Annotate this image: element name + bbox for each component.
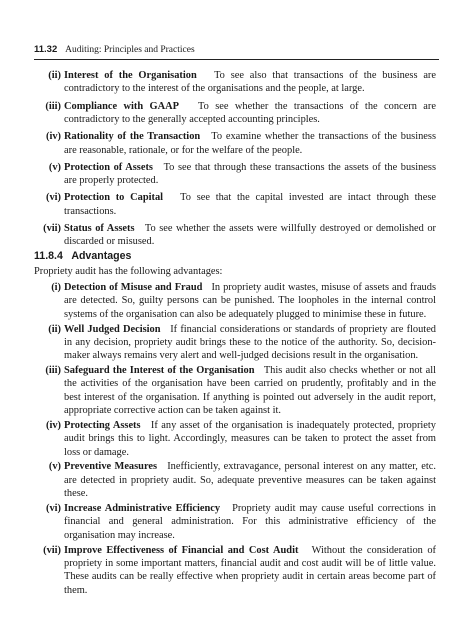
item-title: Interest of the Organisation bbox=[64, 70, 197, 81]
list-item bbox=[34, 544, 436, 598]
item-title: Preventive Measures bbox=[64, 461, 158, 473]
list-item bbox=[34, 222, 436, 249]
item-marker: (vii) bbox=[43, 223, 61, 235]
item-text: In propriety audit wastes, misuse of assets and frauds are detected. So, guilty persons can be punished. The loopholes in the internal control systems of the organisation can also be adequately plugged to minimise these in future. bbox=[64, 282, 436, 320]
list-item bbox=[34, 364, 436, 418]
item-text: Propriety audit may cause useful corrections in financial and general administration. For this administrative efficiency of the organisation may increase. bbox=[64, 502, 436, 541]
objectives-list bbox=[34, 69, 436, 253]
page-number: 11.32 bbox=[34, 44, 58, 55]
item-title: Safeguard the Interest of the Organisation bbox=[64, 365, 255, 377]
item-title: Status of Assets bbox=[64, 223, 135, 235]
item-marker: (iv) bbox=[45, 131, 61, 143]
item-text: To see also that transactions of the business are contradictory to the interest of the organisations and the people, at large. bbox=[64, 70, 436, 95]
item-text: To see that the capital invested are intact through these transactions. bbox=[64, 192, 437, 217]
list-item bbox=[34, 130, 436, 157]
item-text: Without the consideration of propriety in some important matters, financial audit and cost audit will be of little value. These audits can be really effective when propriety audit in certain areas become part of them. bbox=[64, 544, 436, 596]
item-text: Inefficiently, extravagance, personal interest on any matter, etc. are detected in propriety audit. So, adequate preventive measures can be taken against these. bbox=[64, 461, 436, 500]
item-title: Protection to Capital bbox=[64, 192, 164, 204]
list-item bbox=[34, 69, 436, 96]
list-item bbox=[34, 191, 436, 218]
list-item bbox=[34, 460, 436, 500]
item-title: Protection of Assets bbox=[64, 161, 153, 173]
list-item bbox=[34, 281, 436, 321]
item-title: Compliance with GAAP bbox=[64, 100, 179, 112]
list-item bbox=[34, 502, 436, 542]
item-marker: (i) bbox=[51, 282, 61, 293]
header-rule bbox=[34, 59, 439, 60]
item-title: Detection of Misuse and Fraud bbox=[64, 282, 203, 293]
book-title: Auditing: Principles and Practices bbox=[65, 45, 195, 55]
item-text: This audit also checks whether or not all the activities of the organisation have been carried on prudently, profitably and in the best interest of the organisation. If anything is pointed out adversely in the audit report, appropriate corrective action can be taken against it. bbox=[64, 365, 436, 417]
item-text: To examine whether the transactions of the business are reasonable, rationale, or for the welfare of the people. bbox=[64, 131, 436, 156]
item-marker: (vi) bbox=[45, 192, 61, 204]
item-marker: (iv) bbox=[45, 419, 61, 431]
item-title: Rationality of the Transaction bbox=[64, 131, 201, 143]
list-item bbox=[34, 323, 436, 363]
item-marker: (ii) bbox=[48, 70, 61, 81]
advantages-list bbox=[34, 281, 436, 598]
list-item bbox=[34, 161, 436, 188]
section-intro: Propriety audit has the following advantages: bbox=[34, 266, 223, 277]
list-item bbox=[34, 100, 436, 127]
section-title: Advantages bbox=[71, 250, 132, 262]
item-text: If any asset of the organisation is inadequately protected, propriety audit brings this to light. Accordingly, measures can be taken to protect the asset from loss or damage. bbox=[64, 419, 436, 458]
section-number: 11.8.4 bbox=[34, 250, 63, 262]
item-title: Improve Effectiveness of Financial and Cost Audit bbox=[64, 544, 299, 556]
item-text: To see that through these transactions the assets of the business are properly protected. bbox=[64, 161, 436, 187]
item-title: Increase Administrative Efficiency bbox=[64, 502, 221, 514]
item-text: If financial considerations or standards of propriety are flouted in any decision, propriety audit brings these to the notice of the authority. So, decision-maker always remains very alert and well-judged decisions result in the organisation. bbox=[64, 323, 437, 362]
item-marker: (ii) bbox=[48, 323, 61, 335]
list-item bbox=[34, 419, 436, 459]
item-text: To see whether the assets were willfully destroyed or demolished or discarded or misused. bbox=[64, 223, 437, 248]
item-marker: (iii) bbox=[45, 100, 61, 112]
item-marker: (v) bbox=[48, 161, 61, 173]
item-marker: (iii) bbox=[45, 365, 61, 377]
item-marker: (vii) bbox=[43, 544, 61, 556]
item-text: To see whether the transactions of the concern are contradictory to the generally accepted accounting principles. bbox=[64, 100, 436, 126]
item-title: Protecting Assets bbox=[64, 419, 141, 431]
item-marker: (v) bbox=[48, 461, 61, 473]
running-header bbox=[34, 44, 439, 56]
section-heading bbox=[34, 250, 131, 262]
item-marker: (vi) bbox=[45, 502, 61, 514]
item-title: Well Judged Decision bbox=[64, 323, 161, 335]
